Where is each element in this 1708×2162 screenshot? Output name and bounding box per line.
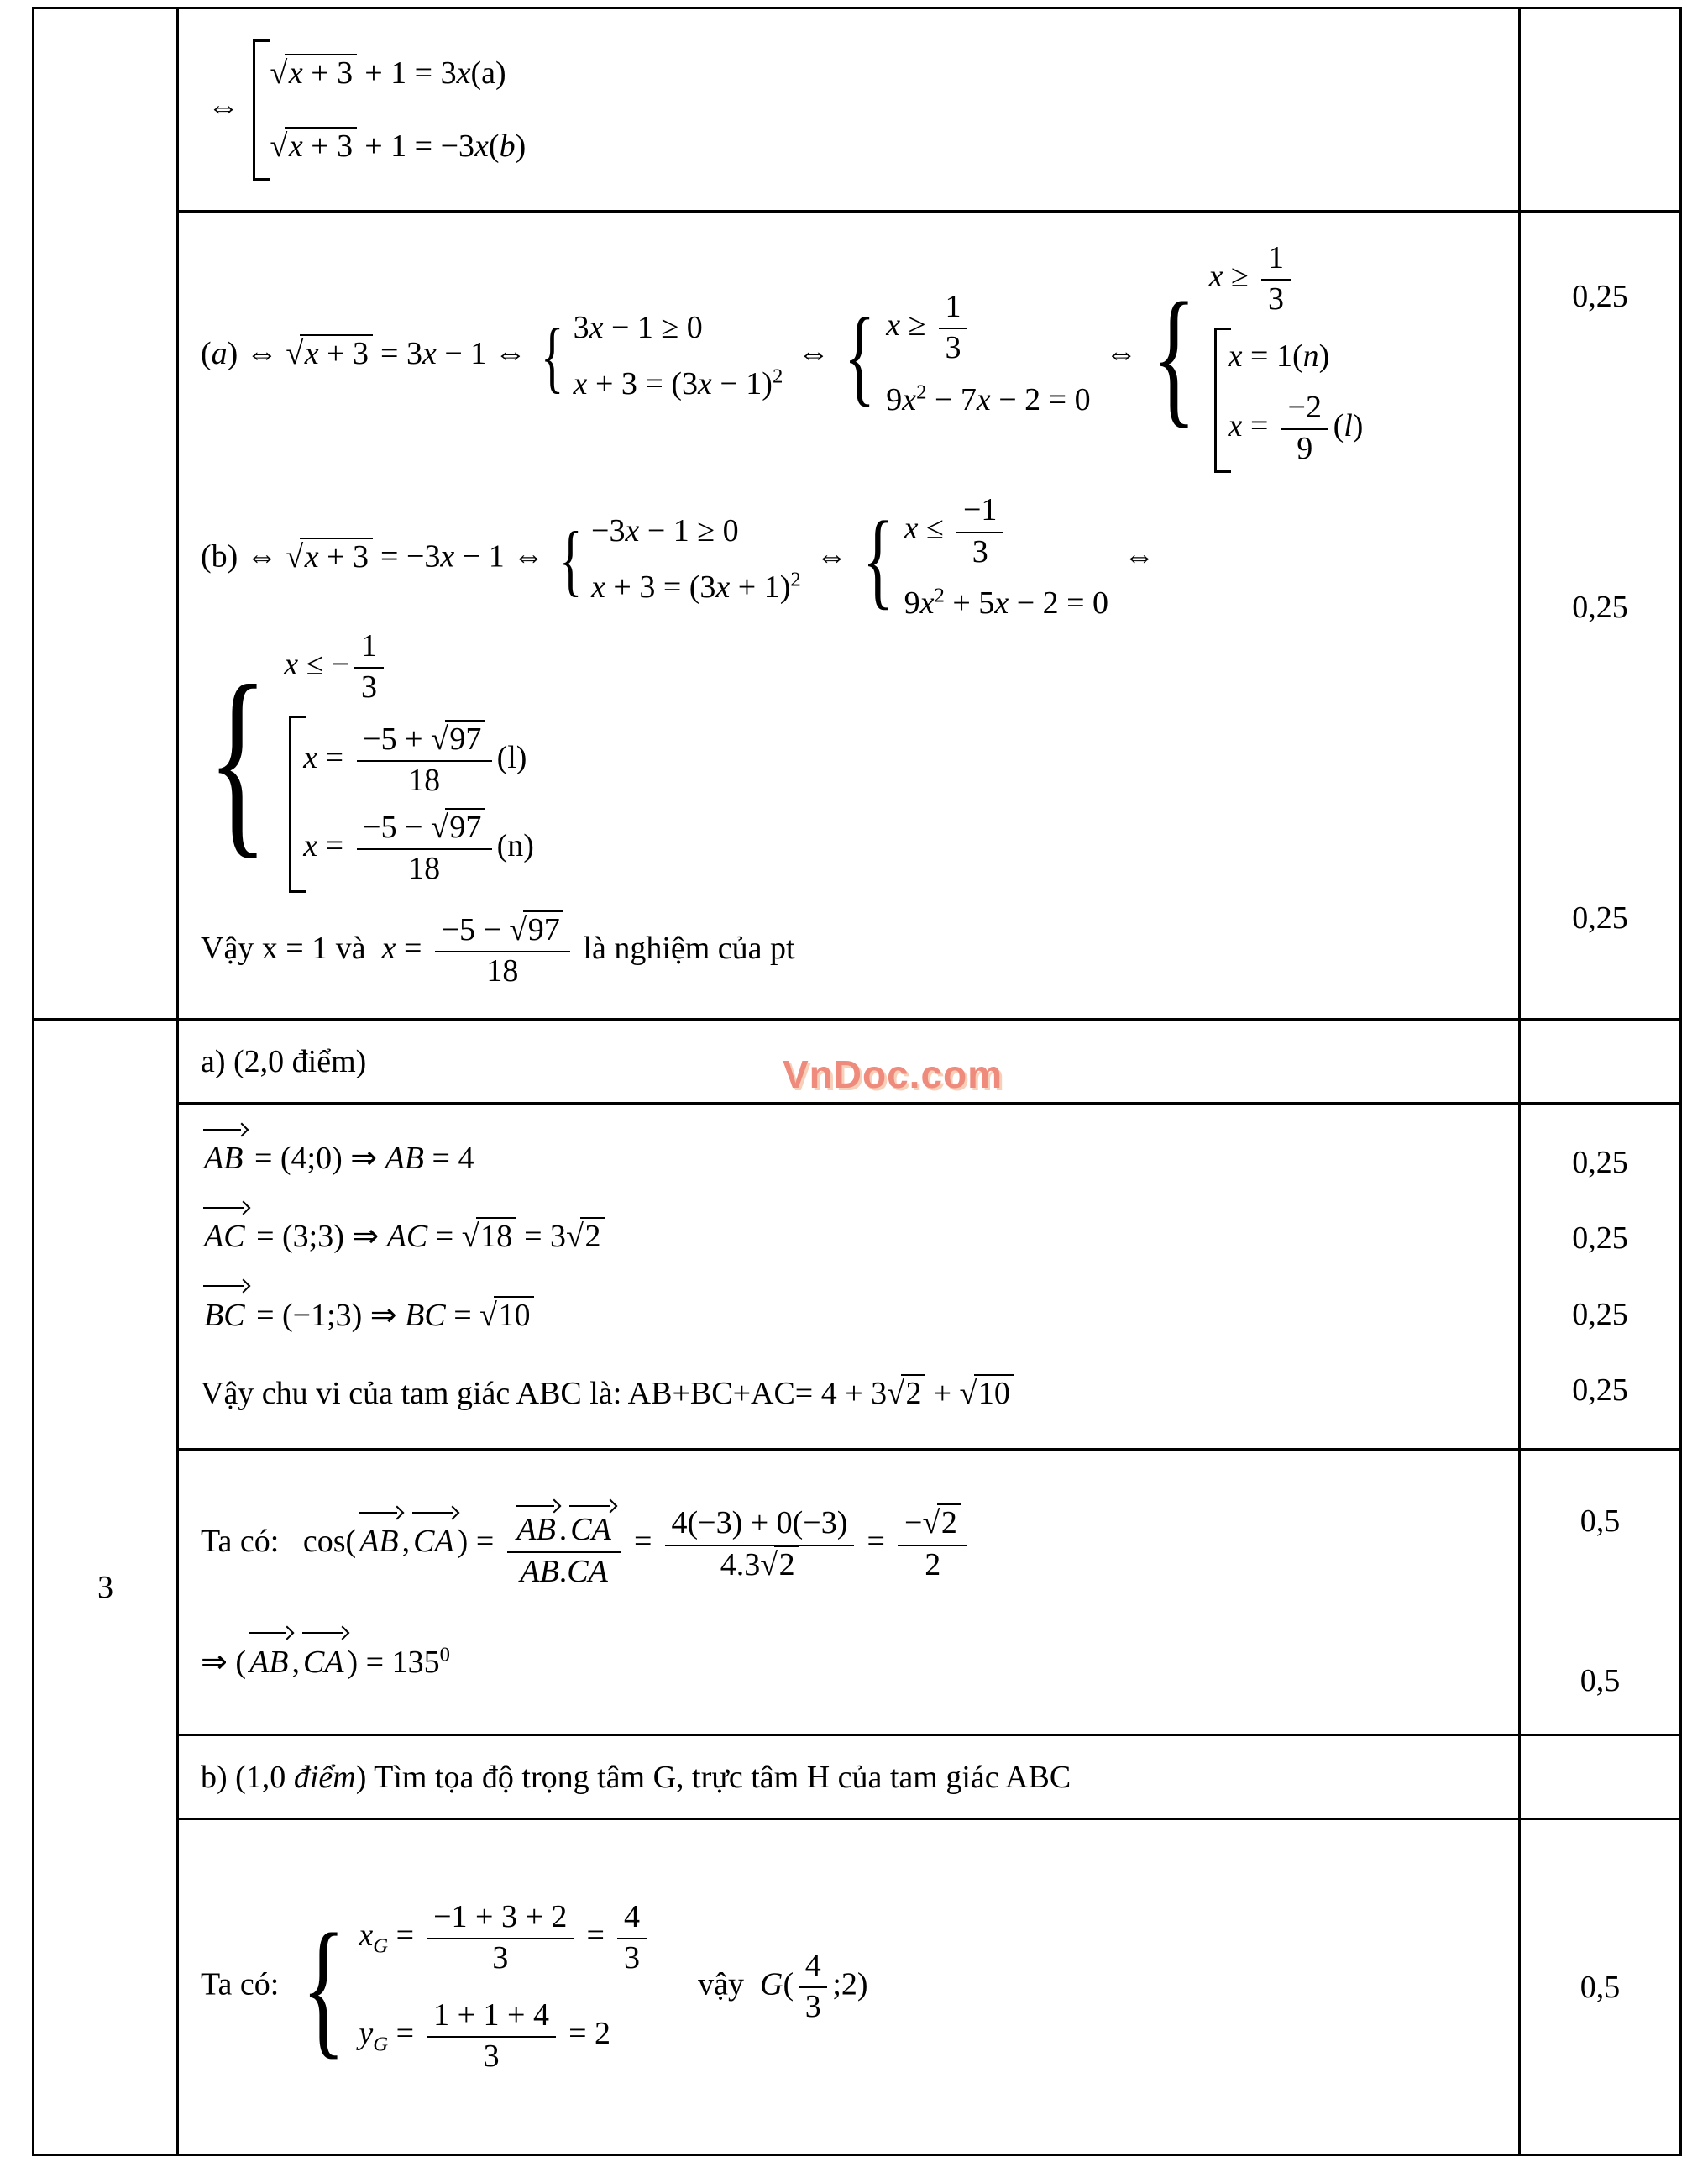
math-line-vector-ac: AC = (3;3) ⇒ AC = √ 18 = 3 √ 2 — [201, 1213, 1518, 1261]
row-vectors — [176, 1102, 1518, 1448]
math-line-cases: ⇔ √ x + 3 + 1 = 3x(a) √ x + 3 + 1 = −3x(b) — [207, 39, 539, 181]
question-number-cell — [32, 1018, 176, 2154]
part-b-label: b) (1,0 điểm) Tìm tọa độ trọng tâm G, trực tâm H của tam giác ABC — [201, 1759, 1071, 1795]
points-value: 0,25 — [1572, 1296, 1628, 1332]
points-value: 0,25 — [1572, 279, 1628, 314]
math-line-cosine: Ta có: cos( AB , CA ) = $\frac{AB . CA}{AB.CA}$ = $\frac{4(-3) + 0(-3)}{4.3 √ 2}$ = $\frac{- √ 2}{2}$ — [201, 1498, 1518, 1591]
points-value: 0,5 — [1580, 1503, 1621, 1539]
points-cell-angle — [1518, 1448, 1679, 1734]
points-cell-vectors — [1518, 1102, 1679, 1448]
row-angle — [176, 1448, 1518, 1734]
points-value: 0,5 — [1580, 1663, 1621, 1698]
math-line-angle-result: ⇒ ( AB , CA ) = $135^0$ — [201, 1639, 1518, 1687]
points-value: 0,5 — [1580, 1969, 1621, 2005]
points-value: 0,25 — [1572, 900, 1628, 936]
math-line-centroid: Ta có: { $x_G$ = $\frac{-1 + 3 + 2}{3}$ = $\frac{4}{3}$ $y_G$ = $\frac{1 + 1 + 4}{3}$ = 2 vậy G( $\frac{4}{3}$ ;2) — [201, 1898, 868, 2074]
row-cases — [176, 7, 1518, 210]
math-line-vector-ab: AB = (4;0) ⇒ AB = 4 — [201, 1135, 1518, 1183]
math-line-perimeter: Vậy chu vi của tam giác ABC là: AB+BC+AC= 4 + 3 √ 2 + √ 10 — [201, 1370, 1518, 1418]
points-value: 0,25 — [1572, 1372, 1628, 1409]
points-cell-solving — [1518, 210, 1679, 1018]
points-value: 0,25 — [1572, 590, 1628, 625]
row-centroid — [176, 1818, 1518, 2154]
math-line-conclusion: Vậy x = 1 và x = $\frac{-5 - √ 97}{18}$ là nghiệm của pt — [201, 911, 1510, 991]
vndoc-watermark: VnDoc.com — [783, 1052, 1003, 1096]
points-value: 0,25 — [1572, 1144, 1628, 1180]
points-cell-part-a-header — [1518, 1018, 1679, 1102]
math-line-case-b: (b) ⇔ √ x + 3 = −3x − 1 ⇔ { −3x − 1 ≥ 0 $x + 3 = (3x + 1)^2$ ⇔ { x ≤ $\frac{-1}{3}$ $9x^2 + 5x - 2 = 0$ ⇔ { x ≤ − $\frac{1}{3}$ x = $\frac{-5 + √ 97}{18}$ (l) x = $\frac{-5 - √ 97}{18}$ (n) — [201, 491, 1510, 893]
part-a-label: a) (2,0 điểm) — [201, 1043, 367, 1079]
points-value: 0,25 — [1572, 1220, 1628, 1257]
points-cell-part-b-header — [1518, 1734, 1679, 1818]
row-part-b-header — [176, 1734, 1518, 1818]
points-cell-centroid — [1518, 1818, 1679, 2154]
points-cell-cases — [1518, 7, 1679, 210]
math-line-vector-bc: BC = (−1;3) ⇒ BC = √ 10 — [201, 1292, 1518, 1340]
question-number: 3 — [97, 1569, 113, 1605]
math-line-case-a: (a) ⇔ √ x + 3 = 3x − 1 ⇔ { 3x − 1 ≥ 0 $x + 3 = (3x - 1)^2$ ⇔ { x ≥ $\frac{1}{3}$ $9x^2 - 7x - 2 = 0$ ⇔ { x ≥ $\frac{1}{3}$ x = 1(n) x = $\frac{-2}{9}$ (l) — [201, 239, 1510, 473]
row-solving — [176, 210, 1518, 1018]
question-number-cell-empty — [32, 7, 176, 1018]
